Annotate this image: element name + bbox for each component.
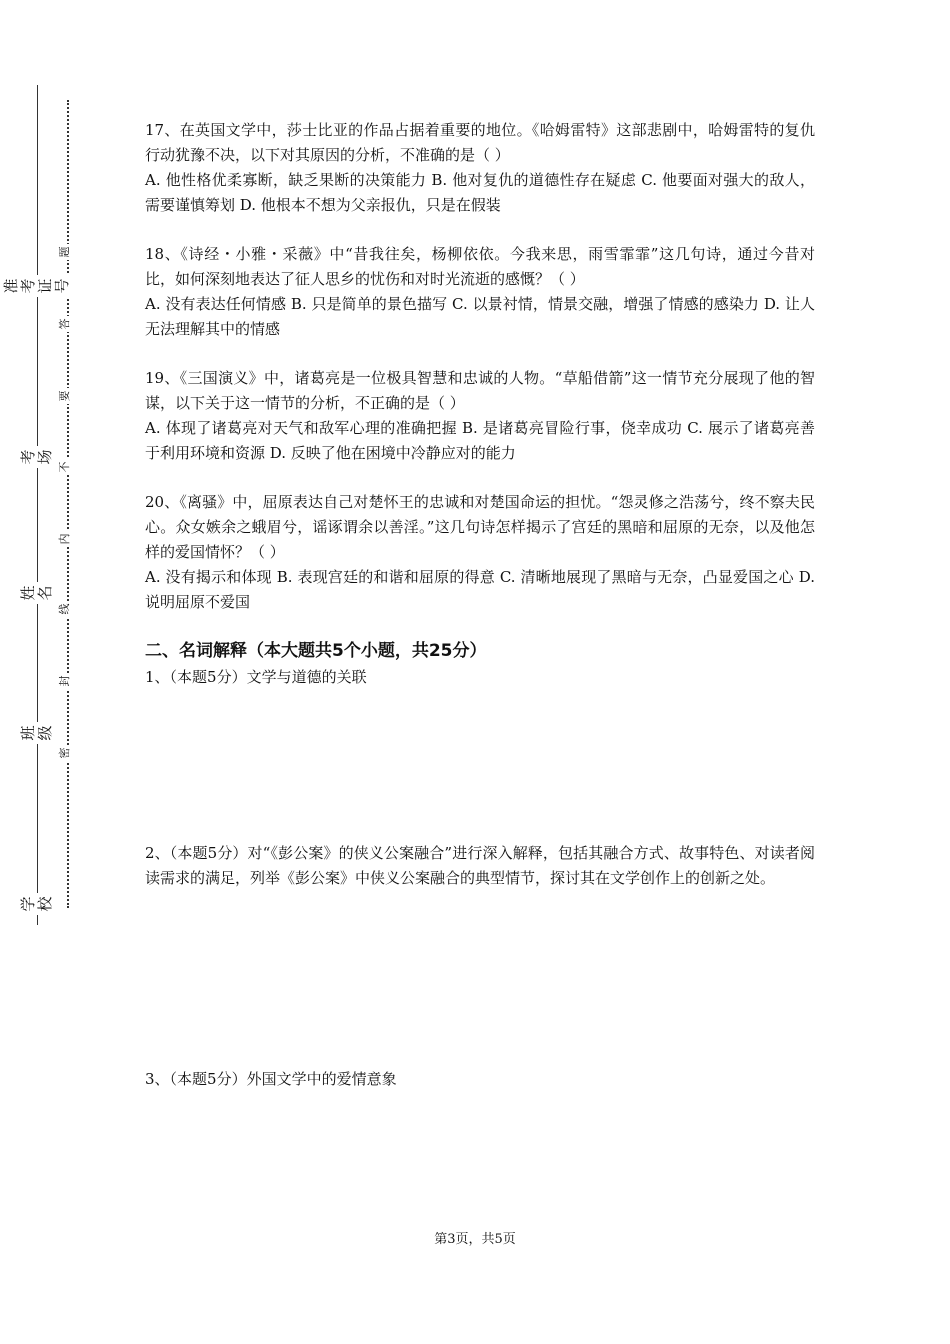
seal-word: 题 — [59, 244, 75, 260]
question-stem: 19、《三国演义》中，诸葛亮是一位极具智慧和忠诚的人物。“草船借箭”这一情节充分展现了他的智谋，以下关于这一情节的分析，不正确的是（ ） — [145, 369, 815, 412]
name-label: 姓名 — [20, 582, 54, 604]
seal-word: 答 — [59, 316, 75, 332]
question-17 — [145, 118, 815, 218]
question-options: A. 体现了诸葛亮对天气和敌军心理的准确把握 B. 是诸葛亮冒险行事，侥幸成功 C. 展示了诸葛亮善于利用环境和资源 D. 反映了他在困境中冷静应对的能力 — [145, 419, 815, 462]
page-footer: 第3页，共5页 — [434, 1232, 516, 1247]
seal-word: 要 — [59, 388, 75, 404]
binding-solid-line — [37, 85, 38, 925]
question-stem: 20、《离骚》中，屈原表达自己对楚怀王的忠诚和对楚国命运的担忧。“怨灵修之浩荡兮，终不察夫民心。众女嫉余之蛾眉兮，谣诼谓余以善淫。”这几句诗怎样揭示了宫廷的黑暗和屈原的无奈，以及他怎样的爱国情怀？（ ） — [145, 493, 815, 561]
question-options: A. 他性格优柔寡断，缺乏果断的决策能力 B. 他对复仇的道德性存在疑虑 C. 他要面对强大的敌人，需要谨慎筹划 D. 他根本不想为父亲报仇，只是在假装 — [145, 171, 815, 214]
section-title: 二、名词解释（本大题共5个小题，共25分） — [145, 641, 487, 661]
class-label: 班级 — [20, 722, 54, 744]
question-list — [145, 118, 815, 663]
seal-word: 线 — [59, 601, 75, 617]
exam-room-label: 考场 — [20, 446, 54, 468]
school-label: 学校 — [20, 893, 54, 915]
seal-word: 封 — [59, 673, 75, 689]
question-18 — [145, 242, 815, 342]
exam-number-label: 准考证号 — [3, 275, 71, 297]
question-20 — [145, 490, 815, 615]
short-answer-2: 2、（本题5分）对“《彭公案》的侠义公案融合”进行深入解释，包括其融合方式、故事特色、对读者阅读需求的满足，列举《彭公案》中侠义公案融合的典型情节，探讨其在文学创作上的创新之处。 — [145, 844, 815, 887]
question-stem: 17、在英国文学中，莎士比亚的作品占据着重要的地位。《哈姆雷特》这部悲剧中，哈姆雷特的复仇行动犹豫不决，以下对其原因的分析，不准确的是（ ） — [145, 121, 815, 164]
binding-dotted-line — [67, 100, 69, 908]
question-options: A. 没有表达任何情感 B. 只是简单的景色描写 C. 以景衬情，情景交融，增强了情感的感染力 D. 让人无法理解其中的情感 — [145, 295, 815, 338]
binding-margin — [0, 0, 110, 1344]
seal-word: 内 — [59, 531, 75, 547]
seal-word: 不 — [59, 459, 75, 475]
question-stem: 18、《诗经・小雅・采薇》中“昔我往矣，杨柳依依。今我来思，雨雪霏霏”这几句诗，通过今昔对比，如何深刻地表达了征人思乡的忧伤和对时光流逝的感慨？（ ） — [145, 245, 815, 288]
short-answer-3: 3、（本题5分）外国文学中的爱情意象 — [145, 1070, 397, 1088]
short-answer-1: 1、（本题5分）文学与道德的关联 — [145, 668, 367, 686]
seal-word: 密 — [59, 745, 75, 761]
question-19 — [145, 366, 815, 466]
question-options: A. 没有揭示和体现 B. 表现宫廷的和谐和屈原的得意 C. 清晰地展现了黑暗与无奈，凸显爱国之心 D. 说明屈原不爱国 — [145, 568, 815, 611]
